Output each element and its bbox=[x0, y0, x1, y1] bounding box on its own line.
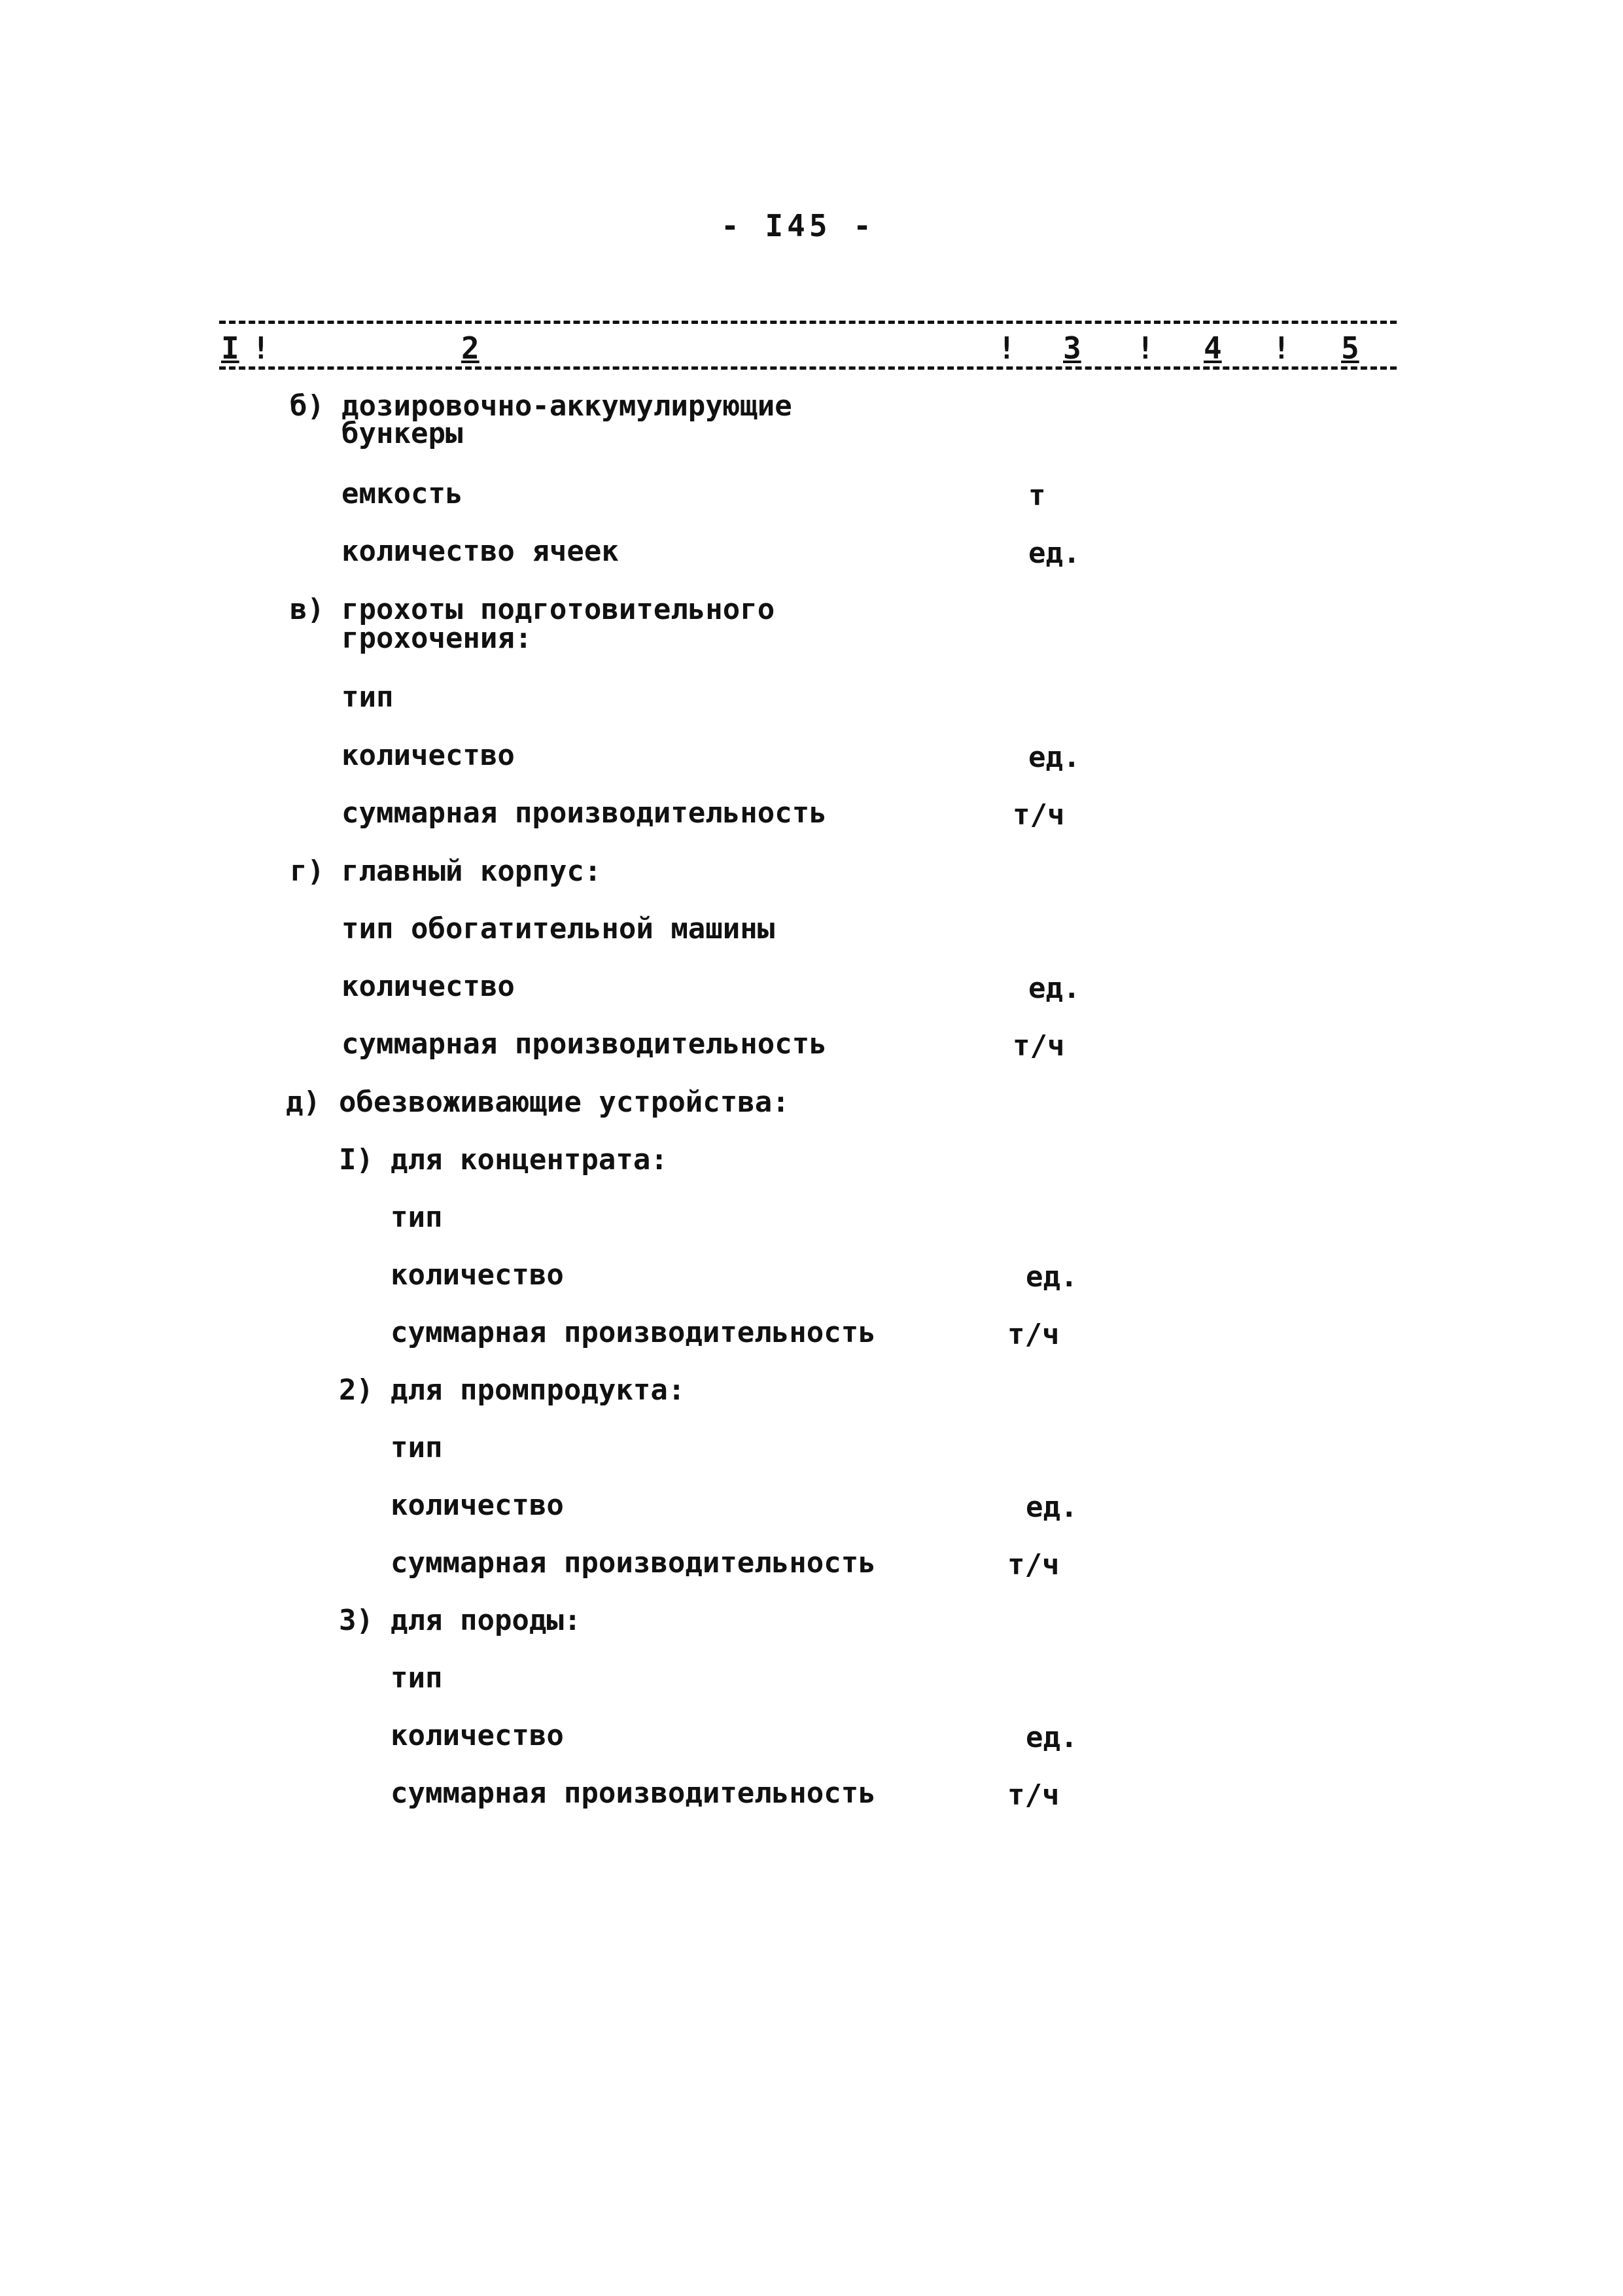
row-label: тип bbox=[391, 1201, 443, 1234]
row-unit: ед. bbox=[1028, 537, 1081, 570]
row-unit: т/ч bbox=[1013, 798, 1065, 832]
row-label: для породы: bbox=[391, 1604, 582, 1637]
table-top-dashed-rule bbox=[219, 321, 1397, 324]
column-header-1: I bbox=[221, 330, 239, 366]
row-label: количество bbox=[391, 1258, 564, 1292]
row-unit: ед. bbox=[1026, 1491, 1078, 1524]
row-label: грохочения: bbox=[341, 622, 532, 655]
item-marker: в) bbox=[290, 593, 324, 626]
column-separator: ! bbox=[998, 330, 1016, 366]
row-unit: т/ч bbox=[1007, 1778, 1060, 1812]
column-separator: ! bbox=[1272, 330, 1291, 366]
row-unit: т/ч bbox=[1007, 1548, 1060, 1581]
row-label: емкость bbox=[341, 477, 463, 510]
subitem-marker: 2) bbox=[339, 1373, 374, 1407]
row-label: количество ячеек bbox=[341, 535, 619, 568]
row-unit: т/ч bbox=[1013, 1029, 1065, 1063]
row-label: суммарная производительность bbox=[391, 1316, 876, 1349]
row-label: бункеры bbox=[341, 417, 463, 450]
row-label: суммарная производительность bbox=[391, 1776, 876, 1810]
row-unit: т bbox=[1028, 479, 1046, 512]
item-marker: б) bbox=[290, 389, 324, 423]
row-unit: т/ч bbox=[1007, 1318, 1060, 1351]
row-label: дозировочно-аккумулирующие bbox=[341, 389, 792, 423]
row-unit: ед. bbox=[1026, 1721, 1078, 1754]
item-marker: г) bbox=[290, 855, 324, 888]
page-number: - I45 - bbox=[721, 208, 875, 243]
column-separator: ! bbox=[1136, 330, 1155, 366]
row-label: количество bbox=[391, 1489, 564, 1522]
column-header-2: 2 bbox=[461, 330, 480, 366]
row-label: грохоты подготовительного bbox=[341, 593, 775, 626]
column-header-4: 4 bbox=[1204, 330, 1222, 366]
row-unit: ед. bbox=[1028, 972, 1081, 1005]
row-label: для промпродукта: bbox=[391, 1373, 686, 1407]
row-label: тип bbox=[391, 1431, 443, 1464]
row-label: суммарная производительность bbox=[341, 1027, 827, 1061]
row-label: количество bbox=[391, 1719, 564, 1752]
row-unit: ед. bbox=[1028, 741, 1081, 774]
row-unit: ед. bbox=[1026, 1260, 1078, 1294]
column-header-3: 3 bbox=[1063, 330, 1081, 366]
row-label: количество bbox=[341, 970, 515, 1003]
table-header-dashed-rule bbox=[219, 366, 1397, 370]
row-label: количество bbox=[341, 739, 515, 772]
column-separator: ! bbox=[252, 330, 270, 366]
row-label: тип обогатительной машины bbox=[341, 912, 775, 945]
row-label: для концентрата: bbox=[391, 1143, 668, 1176]
row-label: суммарная производительность bbox=[341, 796, 827, 830]
subitem-marker: I) bbox=[339, 1143, 374, 1176]
subitem-marker: 3) bbox=[339, 1604, 374, 1637]
row-label: тип bbox=[341, 680, 394, 714]
row-label: тип bbox=[391, 1661, 443, 1695]
column-header-5: 5 bbox=[1341, 330, 1359, 366]
row-label: суммарная производительность bbox=[391, 1546, 876, 1580]
row-label: обезвоживающие устройства: bbox=[339, 1086, 790, 1119]
item-marker: д) bbox=[286, 1086, 321, 1119]
row-label: главный корпус: bbox=[341, 855, 602, 888]
